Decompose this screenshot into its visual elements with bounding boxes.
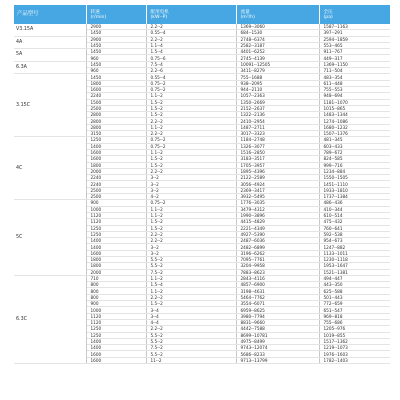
header-row	[14, 5, 390, 24]
flow-cell: 1057--2363	[236, 93, 319, 99]
flow-cell: 5686--8233	[236, 351, 319, 357]
motor-cell: 2.2--6	[146, 68, 236, 74]
pressure-cell: 1976--1603	[319, 351, 390, 357]
pressure-cell: 501--443	[319, 294, 390, 300]
model-cell: 6.3C	[14, 275, 86, 363]
pressure-cell: 449--317	[319, 55, 390, 61]
flow-cell: 3411--8279	[236, 68, 319, 74]
header-motor-unit: (kW--P)	[150, 14, 168, 20]
speed-cell: 710	[86, 275, 146, 281]
motor-cell: 3--2	[146, 187, 236, 193]
motor-cell: 1.5--2	[146, 99, 236, 105]
model-cell: V3.15A	[14, 24, 86, 36]
motor-cell: 5.5--2	[146, 332, 236, 338]
motor-cell: 4--4	[146, 319, 236, 325]
motor-cell: 1.5--2	[146, 112, 236, 118]
speed-cell: 1120	[86, 212, 146, 218]
flow-cell: 3056--4924	[236, 181, 319, 187]
motor-cell: 1.1--2	[146, 149, 236, 155]
pressure-cell: 486--436	[319, 200, 390, 206]
speed-cell: 1600	[86, 357, 146, 363]
pressure-cell: 1015--865	[319, 105, 390, 111]
pressure-cell: 603--433	[319, 143, 390, 149]
flow-cell: 4401--6252	[236, 49, 319, 55]
pressure-cell: 443--350	[319, 282, 390, 288]
flow-cell: 6959--8625	[236, 307, 319, 313]
fan-spec-table	[14, 5, 390, 364]
pressure-cell: 1133--1011	[319, 250, 390, 256]
header-pressure	[319, 5, 390, 24]
flow-cell: 3479--4312	[236, 206, 319, 212]
flow-cell: 7095--7761	[236, 256, 319, 262]
pressure-cell: 911--767	[319, 49, 390, 55]
speed-cell: 1600	[86, 156, 146, 162]
pressure-cell: 1247--882	[319, 244, 390, 250]
pressure-cell: 625--588	[319, 288, 390, 294]
flow-cell: 1895--4396	[236, 168, 319, 174]
speed-cell: 1450	[86, 49, 146, 55]
speed-cell: 2240	[86, 181, 146, 187]
speed-cell: 1250	[86, 137, 146, 143]
pressure-cell: 1234--884	[319, 168, 390, 174]
motor-cell: 1.5--2	[146, 162, 236, 168]
flow-cell: 3198--4631	[236, 288, 319, 294]
motor-cell: 5.5--2	[146, 351, 236, 357]
pressure-cell: 824--585	[319, 156, 390, 162]
pressure-cell: 1953--1647	[319, 263, 390, 269]
motor-cell: 7.5--4	[146, 61, 236, 67]
pressure-cell: 494--447	[319, 275, 390, 281]
speed-cell: 2800	[86, 124, 146, 130]
pressure-cell: 1680--1232	[319, 124, 390, 130]
pressure-cell: 2594--1859	[319, 36, 390, 42]
pressure-cell: 1550--1505	[319, 175, 390, 181]
motor-cell: 2.2--2	[146, 238, 236, 244]
motor-cell: 7.5--2	[146, 269, 236, 275]
pressure-cell: 999--716	[319, 162, 390, 168]
motor-cell: 3--2	[146, 175, 236, 181]
header-flow-unit: (m³/h)	[240, 14, 255, 20]
flow-cell: 2369--3417	[236, 187, 319, 193]
flow-cell: 2410--2954	[236, 118, 319, 124]
motor-cell: 0.75--2	[146, 143, 236, 149]
speed-cell: 1400	[86, 244, 146, 250]
speed-cell: 2240	[86, 93, 146, 99]
motor-cell: 1.5--4	[146, 49, 236, 55]
speed-cell: 1500	[86, 99, 146, 105]
motor-cell: 1.5--2	[146, 225, 236, 231]
speed-cell: 1450	[86, 74, 146, 80]
motor-cell: 2.2--2	[146, 231, 236, 237]
flow-cell: 2152--2637	[236, 105, 319, 111]
flow-cell: 1990--3896	[236, 212, 319, 218]
model-cell: 4C	[14, 137, 86, 200]
model-cell: 5A	[14, 49, 86, 62]
motor-cell: 5.5--2	[146, 338, 236, 344]
speed-cell: 1450	[86, 30, 146, 36]
header-speed-unit: (r/min)	[90, 14, 107, 20]
speed-cell: 2500	[86, 105, 146, 111]
flow-cell: 2221--4349	[236, 225, 319, 231]
motor-cell: 1.5--2	[146, 219, 236, 225]
speed-cell: 1800	[86, 263, 146, 269]
speed-cell: 3150	[86, 131, 146, 137]
motor-cell: 1.5--2	[146, 301, 236, 307]
flow-cell: 684--1530	[236, 30, 319, 36]
pressure-cell: 772--659	[319, 301, 390, 307]
flow-cell: 8699--10781	[236, 332, 319, 338]
table-body	[14, 24, 390, 364]
pressure-cell: 948--694	[319, 93, 390, 99]
flow-cell: 9743--12074	[236, 345, 319, 351]
motor-cell: 2.2--2	[146, 294, 236, 300]
flow-cell: 4927--5390	[236, 231, 319, 237]
pressure-cell: 760--641	[319, 225, 390, 231]
flow-cell: 2748--6374	[236, 36, 319, 42]
pressure-cell: 592--538	[319, 231, 390, 237]
motor-cell: 1.1--2	[146, 275, 236, 281]
speed-cell: 1400	[86, 238, 146, 244]
header-pressure-unit: (pa)	[323, 14, 333, 20]
pressure-cell: 1587--1163	[319, 24, 390, 30]
speed-cell: 800	[86, 288, 146, 294]
flow-cell: 1326--3077	[236, 143, 319, 149]
motor-cell: 2.2--2	[146, 118, 236, 124]
flow-cell: 3204--9958	[236, 263, 319, 269]
flow-cell: 2487--6036	[236, 238, 319, 244]
flow-cell: 4975--8499	[236, 338, 319, 344]
motor-cell: 3--4	[146, 313, 236, 319]
motor-cell: 1.1--2	[146, 288, 236, 294]
speed-cell: 800	[86, 294, 146, 300]
flow-cell: 10091--12505	[236, 61, 319, 67]
motor-cell: 0.75--6	[146, 55, 236, 61]
speed-cell: 1250	[86, 231, 146, 237]
speed-cell: 1600	[86, 149, 146, 155]
speed-cell: 1600	[86, 250, 146, 256]
pressure-cell: 1737--1384	[319, 194, 390, 200]
pressure-cell: 1933--1810	[319, 187, 390, 193]
speed-cell: 2500	[86, 194, 146, 200]
header-flow-label: 流量	[240, 9, 250, 15]
motor-cell: 2.2--2	[146, 326, 236, 332]
header-model-label: 产品型号	[17, 11, 39, 17]
motor-cell: 2.2--2	[146, 24, 236, 30]
speed-cell: 1250	[86, 326, 146, 332]
speed-cell: 2500	[86, 187, 146, 193]
flow-cell: 3017--3323	[236, 131, 319, 137]
flow-cell: 7883--8623	[236, 269, 319, 275]
pressure-cell: 969--818	[319, 313, 390, 319]
motor-cell: 7.5--2	[146, 345, 236, 351]
speed-cell: 1800	[86, 80, 146, 86]
pressure-cell: 755--686	[319, 319, 390, 325]
pressure-cell: 610--514	[319, 212, 390, 218]
speed-cell: 1000	[86, 307, 146, 313]
flow-cell: 1776--3035	[236, 200, 319, 206]
header-speed	[86, 5, 146, 24]
motor-cell: 0.75--2	[146, 80, 236, 86]
model-cell: 6.3A	[14, 61, 86, 74]
speed-cell: 1250	[86, 332, 146, 338]
motor-cell: 0.55--4	[146, 30, 236, 36]
flow-cell: 3554--6071	[236, 301, 319, 307]
flow-cell: 2745--4139	[236, 55, 319, 61]
speed-cell: 2000	[86, 269, 146, 275]
flow-cell: 1516--2850	[236, 149, 319, 155]
pressure-cell: 755--553	[319, 86, 390, 92]
flow-cell: 2482--6899	[236, 244, 319, 250]
pressure-cell: 1521--1381	[319, 269, 390, 275]
motor-cell: 0.75--2	[146, 200, 236, 206]
pressure-cell: 1782--1403	[319, 357, 390, 363]
flow-cell: 8831--9660	[236, 319, 319, 325]
motor-cell: 0.75--2	[146, 137, 236, 143]
speed-cell: 1450	[86, 42, 146, 48]
model-cell: 3.15C	[14, 74, 86, 137]
flow-cell: 2122--2589	[236, 175, 319, 181]
speed-cell: 2900	[86, 36, 146, 42]
pressure-cell: 410--344	[319, 206, 390, 212]
table-header	[14, 5, 390, 24]
motor-cell: 1.5--4	[146, 282, 236, 288]
motor-cell: 1.1--2	[146, 93, 236, 99]
motor-cell: 2.2--2	[146, 168, 236, 174]
flow-cell: 1487--2711	[236, 124, 319, 130]
spec-sheet	[14, 5, 390, 364]
speed-cell: 960	[86, 68, 146, 74]
model-cell: 4A	[14, 36, 86, 49]
header-model	[14, 5, 86, 24]
flow-cell: 9713--13799	[236, 357, 319, 363]
speed-cell: 1120	[86, 319, 146, 325]
speed-cell: 1250	[86, 225, 146, 231]
speed-cell: 2800	[86, 112, 146, 118]
pressure-cell: 1181--1070	[319, 99, 390, 105]
pressure-cell: 1507--1376	[319, 131, 390, 137]
motor-cell: 11--2	[146, 357, 236, 363]
flow-cell: 1184--2748	[236, 137, 319, 143]
pressure-cell: 397--291	[319, 30, 390, 36]
pressure-cell: 481--345	[319, 137, 390, 143]
flow-cell: 2582--3187	[236, 42, 319, 48]
pressure-cell: 475--432	[319, 219, 390, 225]
pressure-cell: 553--465	[319, 42, 390, 48]
motor-cell: 1.5--2	[146, 156, 236, 162]
pressure-cell: 651--547	[319, 307, 390, 313]
motor-cell: 0.75--2	[146, 86, 236, 92]
speed-cell: 1400	[86, 338, 146, 344]
motor-cell: 3--4	[146, 307, 236, 313]
header-motor-label: 配用电机	[150, 9, 169, 15]
motor-cell: 3--2	[146, 244, 236, 250]
motor-cell: 5.5--2	[146, 263, 236, 269]
header-pressure-label: 全压	[323, 9, 333, 15]
flow-cell: 5464--7762	[236, 294, 319, 300]
speed-cell: 1400	[86, 143, 146, 149]
pressure-cell: 1219--1073	[319, 345, 390, 351]
speed-cell: 900	[86, 301, 146, 307]
motor-cell: 2.2--2	[146, 131, 236, 137]
flow-cell: 2843--4116	[236, 275, 319, 281]
speed-cell: 800	[86, 282, 146, 288]
flow-cell: 1322--2136	[236, 112, 319, 118]
speed-cell: 900	[86, 200, 146, 206]
header-speed-label: 转速	[90, 9, 100, 15]
pressure-cell: 1369--1150	[319, 61, 390, 67]
motor-cell: 1.1--2	[146, 124, 236, 130]
speed-cell: 1450	[86, 61, 146, 67]
motor-cell: 0.55--4	[146, 74, 236, 80]
motor-cell: 2.2--2	[146, 36, 236, 42]
flow-cell: 1705--3957	[236, 162, 319, 168]
flow-cell: 4415--4829	[236, 219, 319, 225]
speed-cell: 1120	[86, 219, 146, 225]
speed-cell: 1000	[86, 206, 146, 212]
pressure-cell: 1483--1344	[319, 112, 390, 118]
motor-cell: 4--2	[146, 194, 236, 200]
pressure-cell: 1451--1110	[319, 181, 390, 187]
pressure-cell: 483--354	[319, 74, 390, 80]
flow-cell: 755--1688	[236, 74, 319, 80]
pressure-cell: 954--673	[319, 238, 390, 244]
motor-cell: 3--2	[146, 181, 236, 187]
speed-cell: 1800	[86, 256, 146, 262]
speed-cell: 2000	[86, 168, 146, 174]
speed-cell: 1600	[86, 351, 146, 357]
motor-cell: 5.5--2	[146, 256, 236, 262]
pressure-cell: 1205--976	[319, 326, 390, 332]
flow-cell: 3932--5495	[236, 194, 319, 200]
flow-cell: 4857--6900	[236, 282, 319, 288]
flow-cell: 944--2110	[236, 86, 319, 92]
motor-cell: 1.1--2	[146, 206, 236, 212]
speed-cell: 2900	[86, 24, 146, 30]
speed-cell: 2800	[86, 118, 146, 124]
speed-cell: 1120	[86, 313, 146, 319]
model-cell: 5C	[14, 200, 86, 276]
motor-cell: 1.1--2	[146, 212, 236, 218]
flow-cell: 3196--6262	[236, 250, 319, 256]
speed-cell: 960	[86, 55, 146, 61]
pressure-cell: 1274--1086	[319, 118, 390, 124]
flow-cell: 4442--7588	[236, 326, 319, 332]
motor-cell: 1.1--4	[146, 42, 236, 48]
motor-cell: 1.5--2	[146, 105, 236, 111]
flow-cell: 1369--3060	[236, 24, 319, 30]
flow-cell: 1350--2669	[236, 99, 319, 105]
header-flow	[236, 5, 319, 24]
pressure-cell: 611--448	[319, 80, 390, 86]
pressure-cell: 1230--1118	[319, 256, 390, 262]
motor-cell: 3--2	[146, 250, 236, 256]
speed-cell: 2240	[86, 175, 146, 181]
speed-cell: 1800	[86, 162, 146, 168]
flow-cell: 3980--7794	[236, 313, 319, 319]
speed-cell: 1600	[86, 86, 146, 92]
flow-cell: 3183--3517	[236, 156, 319, 162]
pressure-cell: 711--504	[319, 68, 390, 74]
pressure-cell: 1517--1362	[319, 338, 390, 344]
header-motor	[146, 5, 236, 24]
flow-cell: 938--2095	[236, 80, 319, 86]
speed-cell: 1400	[86, 345, 146, 351]
pressure-cell: 1019--855	[319, 332, 390, 338]
pressure-cell: 789--672	[319, 149, 390, 155]
